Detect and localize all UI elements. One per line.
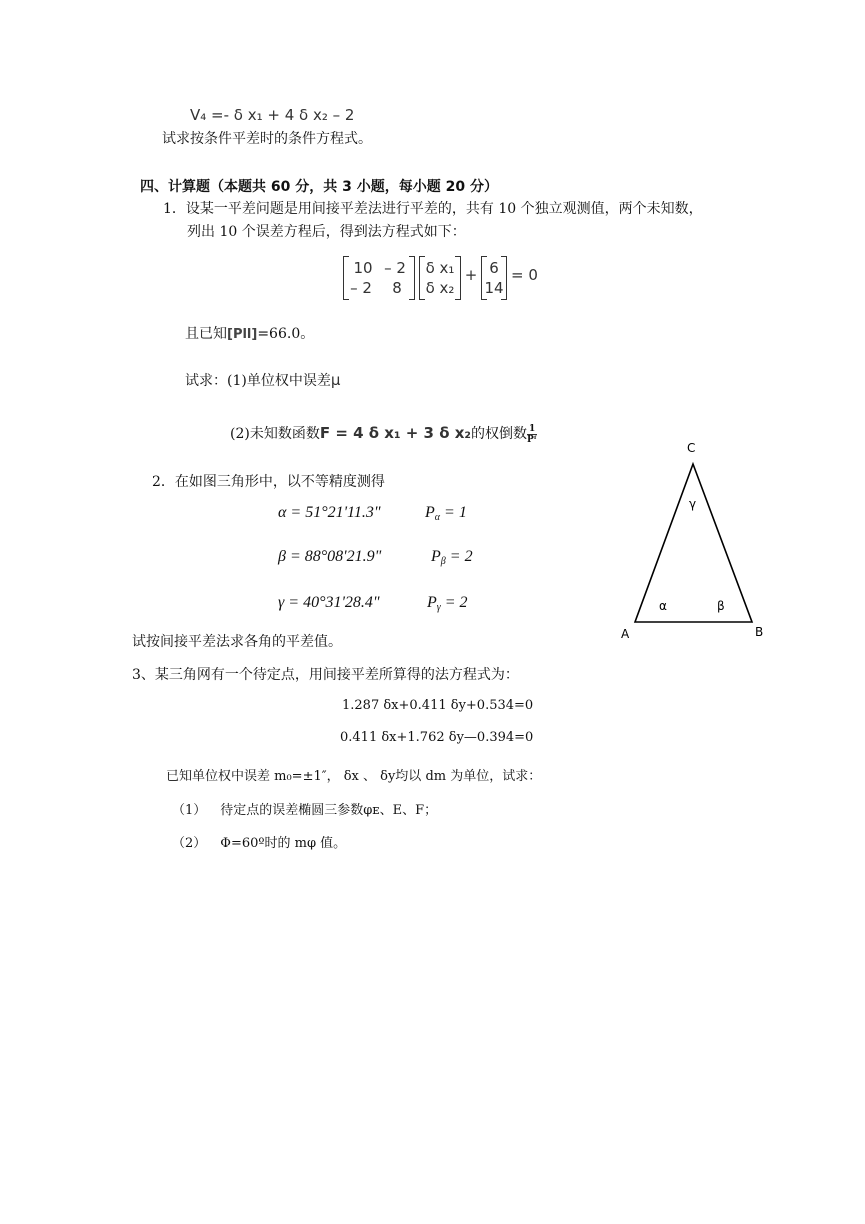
q1-task-line-2: [230, 423, 537, 445]
equals-zero: = 0: [511, 266, 538, 284]
triangle-outline: [635, 464, 752, 622]
task-2-suffix: 的权倒数: [470, 426, 527, 442]
weight-subscript: γ: [436, 602, 441, 613]
weight-value: = 2: [445, 548, 473, 565]
item-number: （2）: [172, 836, 207, 851]
known-value: =66.0。: [257, 326, 315, 342]
task-2-prefix: (2)未知数函数: [230, 426, 320, 442]
vector-b2: 14: [484, 279, 504, 297]
q1-known-line: [185, 323, 314, 343]
q3-item-2: [172, 832, 346, 851]
beta-measurement: β = 88°08'21.9": [278, 548, 382, 565]
q3-intro: 3、某三角网有一个待定点，用间接平差所算得的法方程式为：: [132, 667, 519, 683]
matrix-a11: 10: [353, 259, 373, 277]
task-prefix: 试求：: [185, 373, 227, 389]
gamma-measurement: γ = 40°31'28.4": [278, 594, 380, 611]
mu-symbol: μ: [330, 371, 341, 389]
vector-x1: δ x₁: [425, 259, 455, 277]
weight-value: = 1: [440, 504, 467, 521]
matrix-a22: 8: [392, 279, 402, 297]
q2-task: 试按间接平差法求各角的平差值。: [132, 634, 342, 650]
known-prefix: 且已知: [185, 326, 227, 342]
weight-subscript: β: [440, 556, 446, 567]
matrix-a12: – 2: [384, 259, 406, 277]
weight-letter: P: [425, 504, 435, 521]
coefficient-matrix: [343, 256, 415, 300]
plus-sign: +: [464, 266, 478, 284]
alpha-measurement: α = 51°21'11.3": [278, 504, 381, 521]
v4-task-text: 试求按条件平差时的条件方程式。: [162, 131, 372, 147]
section-heading: 四、计算题（本题共 60 分，共 3 小题，每小题 20 分）: [140, 179, 498, 195]
q3-equation-1: 1.287 δx+0.411 δy+0.534=0: [342, 698, 534, 713]
unknown-vector: [419, 256, 461, 300]
q1-line-2: 列出 10 个误差方程后，得到法方程式如下：: [187, 224, 466, 240]
beta-weight: [431, 548, 473, 567]
item-number: （1）: [172, 803, 207, 818]
normal-equation-matrix: [343, 256, 543, 300]
vector-b1: 6: [489, 259, 499, 277]
weight-subscript: α: [434, 512, 441, 523]
angle-beta-label: β: [717, 599, 725, 613]
q2-intro: 2．在如图三角形中，以不等精度测得: [152, 474, 385, 490]
task-1: (1)单位权中误差: [227, 373, 331, 389]
function-f: F = 4 δ x₁ + 3 δ x₂: [319, 424, 471, 442]
weight-letter: P: [431, 548, 441, 565]
weight-reciprocal-fraction: [527, 424, 537, 445]
vertex-c-label: C: [687, 441, 696, 455]
fraction-numerator: 1: [528, 423, 536, 434]
weight-value: = 2: [440, 594, 468, 611]
gamma-weight: [427, 594, 468, 613]
q3-equation-2: 0.411 δx+1.762 δy—0.394=0: [340, 730, 534, 745]
q1-task-line-1: [185, 370, 340, 390]
triangle-figure: [615, 436, 775, 646]
item-text: Φ=60º时的 mφ 值。: [220, 836, 347, 851]
matrix-a21: – 2: [350, 279, 372, 297]
vector-x2: δ x₂: [425, 279, 455, 297]
fraction-denominator: Pᶠ: [526, 434, 538, 445]
angle-gamma-label: γ: [689, 497, 697, 511]
q1-line-1: 1．设某一平差问题是用间接平差法进行平差的，共有 10 个独立观测值，两个未知数，: [163, 201, 703, 217]
vertex-b-label: B: [755, 625, 764, 639]
angle-alpha-label: α: [659, 599, 667, 613]
q3-item-1: [172, 799, 437, 818]
v4-equation: V₄ =- δ x₁ + 4 δ x₂ – 2: [190, 106, 355, 124]
alpha-weight: [425, 504, 467, 523]
weight-letter: P: [427, 594, 437, 611]
constant-vector: [481, 256, 507, 300]
q3-known: 已知单位权中误差 m₀=±1″， δx 、 δy均以 dm 为单位，试求：: [166, 769, 542, 784]
vertex-a-label: A: [621, 627, 630, 641]
pll-symbol: [Pll]: [227, 327, 258, 342]
item-text: 待定点的误差椭圆三参数φᴇ、E、F；: [220, 803, 438, 818]
